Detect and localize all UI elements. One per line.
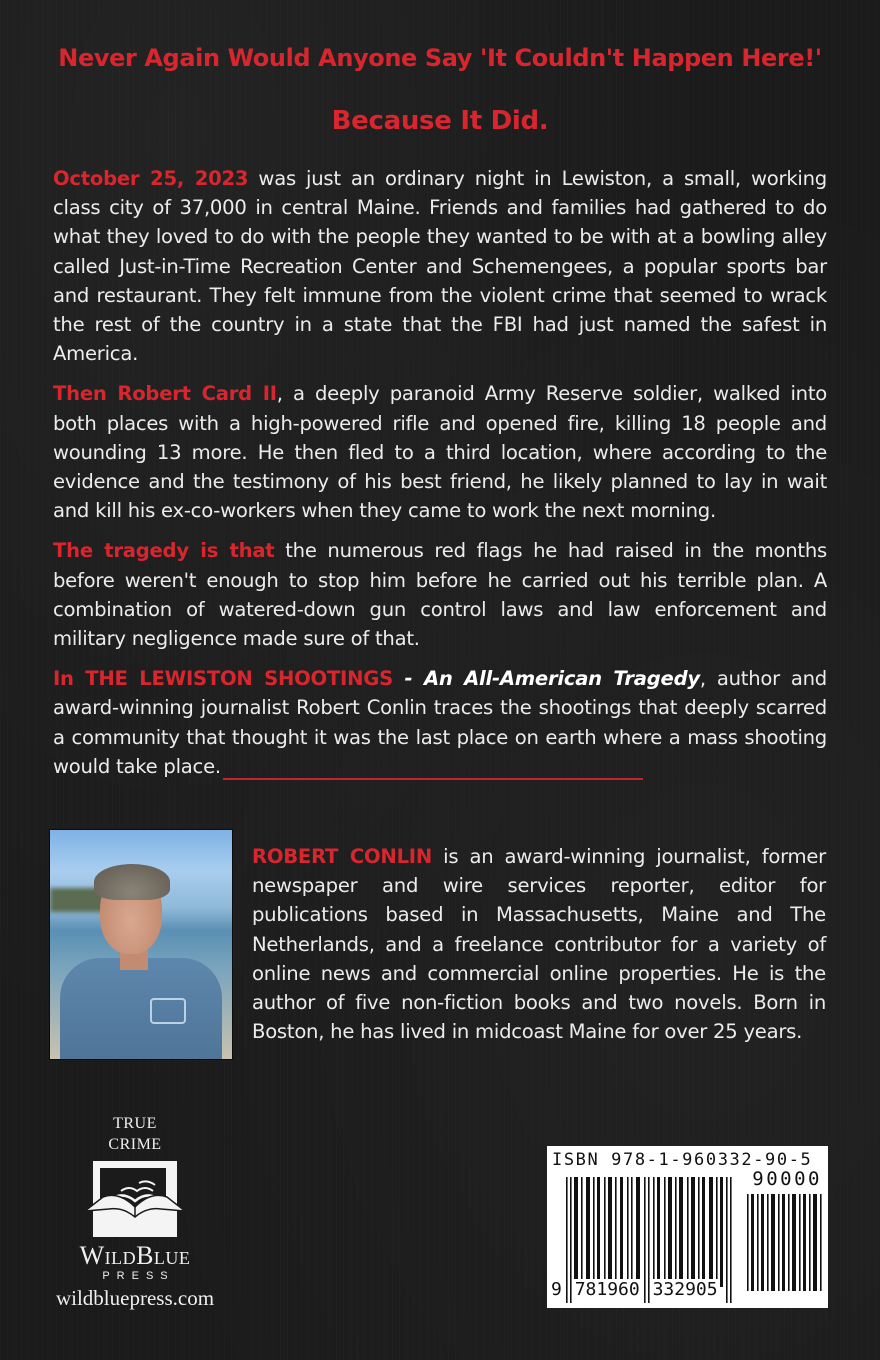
barcode-digit-first: 9: [551, 1279, 562, 1300]
blurb-paragraph-4: [53, 664, 827, 781]
paragraph-text: , a deeply paranoid Army Reserve soldier, walked into both places with a high-powered rifle and opened fire, killing 18 people and wounding 13 more. He then fled to a third location, where according to the evidence and the testimony of his best friend, he likely planned to lay in wait and kill his ex-co-workers when they came to work the next morning.: [53, 382, 828, 523]
author-bio: [252, 842, 826, 1046]
headline-tagline: Never Again Would Anyone Say 'It Couldn't Happen Here!': [58, 44, 822, 72]
photo-hair: [94, 864, 170, 900]
publisher-logo: [40, 1113, 230, 1311]
author-photo: [49, 829, 233, 1060]
blurb-body: [53, 164, 827, 792]
blurb-paragraph-1: [53, 164, 827, 368]
author-name: ROBERT CONLIN: [252, 845, 432, 868]
author-bio-text: is an award-winning journalist, former newspaper and wire services reporter, editor for publications based in Massachusetts, Maine and The Netherlands, and a freelance contributor for a variety of online news and commercial online properties. He is the author of five non-fiction books and two novels. Born in Boston, he has lived in midcoast Maine for over 25 years.: [252, 845, 826, 1044]
isbn-label: ISBN 978-1-960332-90-5: [552, 1150, 813, 1170]
genre-label-line2: CRIME: [108, 1136, 162, 1153]
paragraph-lead-date: October 25, 2023: [53, 167, 249, 190]
paragraph-text: was just an ordinary night in Lewiston, a small, working class city of 37,000 in central Maine. Friends and families had gathered to do what they loved to do with the people they wanted to be with at a bowling alley called Just-in-Time Recreation Center and Schemengees, a popular sports bar and restaurant. They felt immune from the violent crime that seemed to wrack the rest of the country in a state that the FBI had just named the safest in America.: [53, 167, 827, 366]
blurb-paragraph-2: [53, 379, 827, 525]
paragraph-lead-tragedy: The tragedy is that: [53, 539, 275, 563]
addon-bars: [746, 1194, 823, 1291]
paragraph-text: the numerous red flags he had raised in the months before weren't enough to stop him before he carried out his terrible plan. A combination of watered-down gun control laws and law enforcement and military negligence made sure of that.: [53, 539, 827, 651]
open-book-with-birds-icon: [93, 1161, 177, 1237]
book-title: In THE LEWISTON SHOOTINGS: [53, 667, 393, 691]
blurb-paragraph-3: [53, 536, 827, 653]
isbn-barcode: [547, 1146, 828, 1308]
book-subtitle: An All-American Tragedy: [423, 667, 700, 691]
headline-subtag: Because It Did.: [331, 106, 549, 136]
price-addon-number: 90000: [752, 1168, 822, 1190]
publisher-wordmark: WildBlue: [79, 1241, 191, 1270]
paragraph-text: , author and award-winning journalist Robert Conlin traces the shootings that deeply scarred a community that thought it was the last place on earth where a mass shooting would take place.: [53, 667, 827, 778]
title-dash: -: [392, 667, 424, 691]
photo-shirt: [60, 958, 222, 1060]
publisher-url: wildbluepress.com: [55, 1286, 215, 1310]
paragraph-lead-shooter: Then Robert Card II: [53, 382, 277, 406]
publisher-press-label: PRESS: [102, 1270, 175, 1282]
shirt-logo-icon: [150, 998, 186, 1024]
section-divider: [223, 778, 643, 780]
barcode-digits: [550, 1279, 719, 1300]
barcode-digit-group1: 781960: [574, 1279, 640, 1300]
barcode-digit-group2: 332905: [652, 1279, 718, 1300]
genre-label-line1: TRUE: [113, 1115, 157, 1132]
